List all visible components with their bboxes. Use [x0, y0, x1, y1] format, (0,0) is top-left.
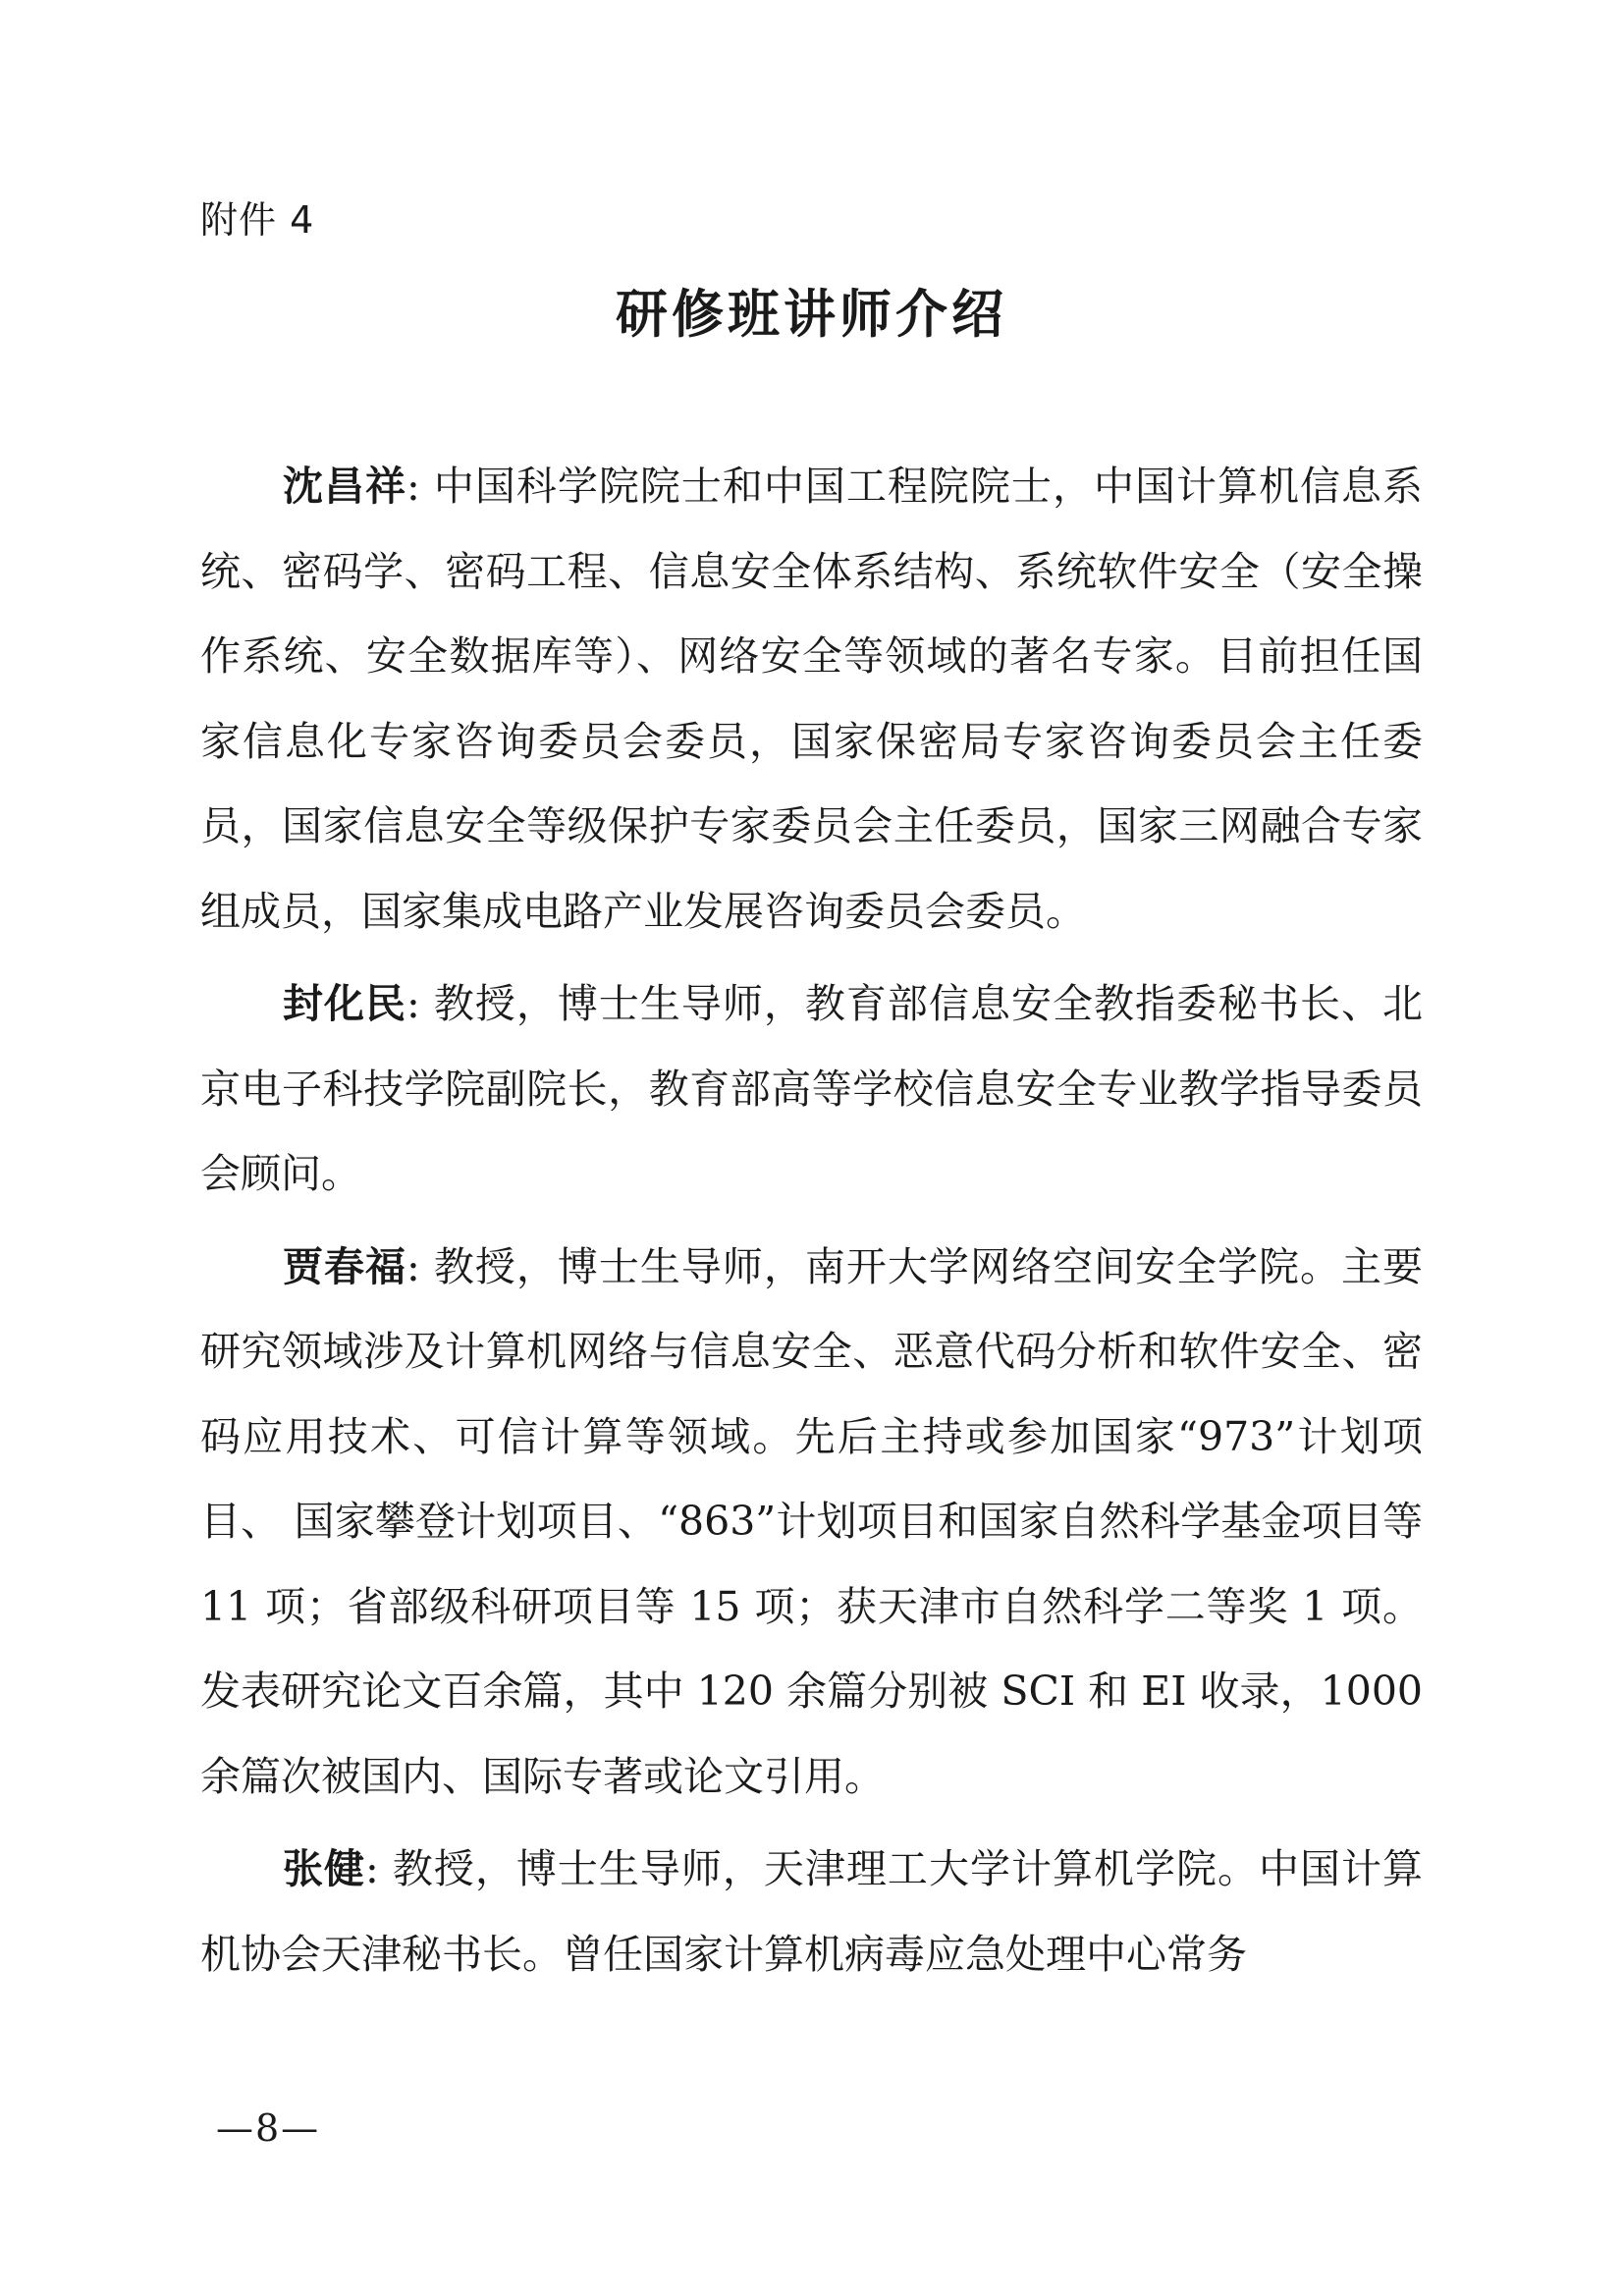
instructor-name: 张健: [283, 1845, 366, 1892]
name-separator: :: [406, 463, 434, 510]
instructor-name: 封化民: [283, 980, 407, 1027]
instructor-bio: 教授，博士生导师，教育部信息安全教指委秘书长、北京电子科技学院副院长，教育部高等学校信息安全专业教学指导委员会顾问。: [200, 980, 1423, 1197]
instructor-name: 贾春福: [283, 1242, 407, 1290]
name-separator: :: [406, 980, 434, 1027]
page-title: 研修班讲师介绍: [616, 285, 1007, 345]
instructor-entry: [200, 1827, 1423, 1996]
instructor-list: [200, 444, 1423, 2004]
instructor-entry: [200, 1225, 1423, 1820]
instructor-bio: 教授，博士生导师，南开大学网络空间安全学院。主要研究领域涉及计算机网络与信息安全、恶意代码分析和软件安全、密码应用技术、可信计算等领域。先后主持或参加国家“973”计划项目、 国家攀登计划项目、“863”计划项目和国家自然科学基金项目等 11 项；省部级科研项目等 15 项；获天津市自然科学二等奖 1 项。发表研究论文百余篇，其中 120 余篇分别被 SCI 和 EI 收录，1000 余篇次被国内、国际专著或论文引用。: [200, 1242, 1423, 1800]
instructor-entry: [200, 961, 1423, 1217]
instructor-bio: 教授，博士生导师，天津理工大学计算机学院。中国计算机协会天津秘书长。曾任国家计算机病毒应急处理中心常务: [200, 1845, 1423, 1978]
page-number: —8—: [216, 2106, 321, 2150]
instructor-name: 沈昌祥: [283, 463, 407, 510]
instructor-entry: [200, 444, 1423, 954]
instructor-bio: 中国科学院院士和中国工程院院士，中国计算机信息系统、密码学、密码工程、信息安全体系结构、系统软件安全（安全操作系统、安全数据库等）、网络安全等领域的著名专家。目前担任国家信息化专家咨询委员会委员，国家保密局专家咨询委员会主任委员，国家信息安全等级保护专家委员会主任委员，国家三网融合专家组成员，国家集成电路产业发展咨询委员会委员。: [200, 463, 1423, 935]
attachment-label: 附件 4: [200, 198, 315, 242]
name-separator: :: [365, 1845, 393, 1892]
name-separator: :: [406, 1242, 434, 1290]
